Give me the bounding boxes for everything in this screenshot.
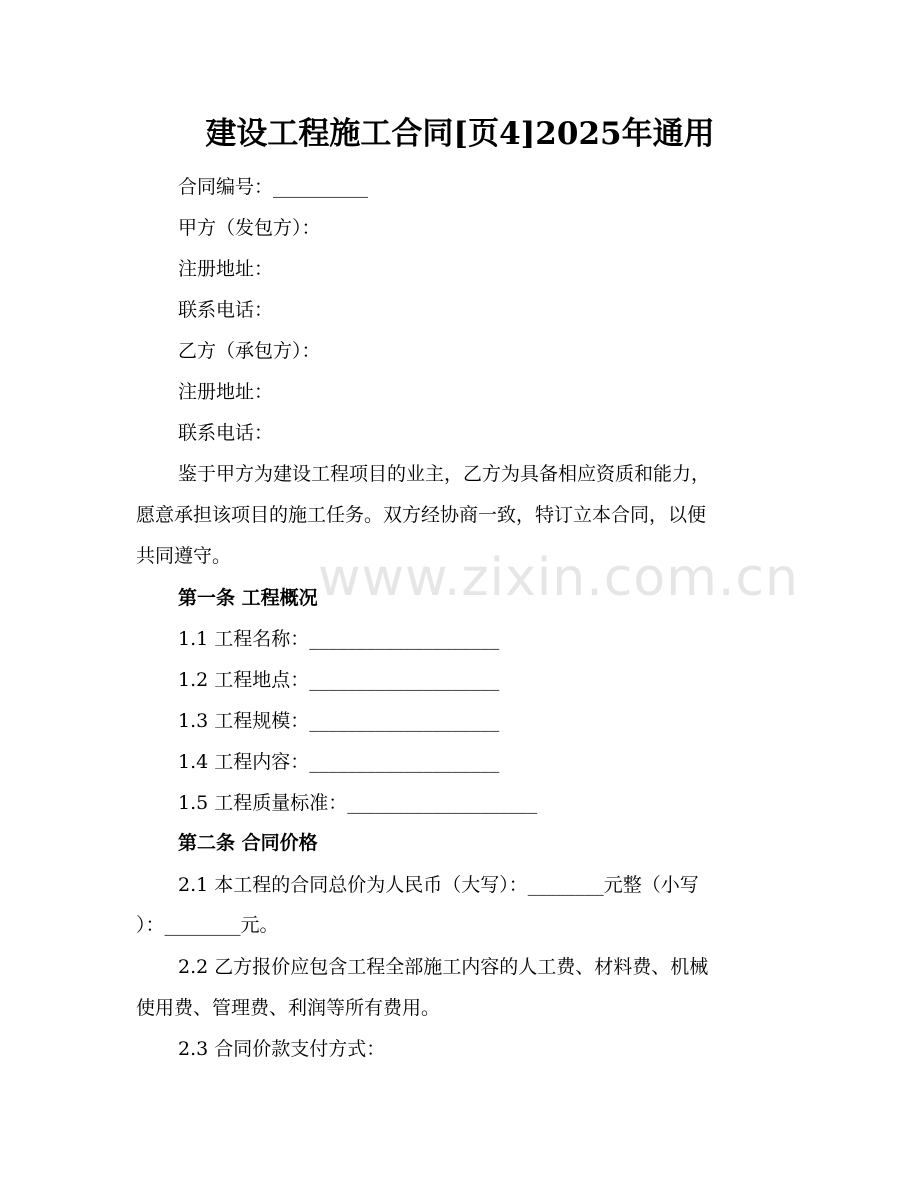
party-a-address-label: 注册地址： <box>178 258 274 280</box>
party-a-phone-label: 联系电话： <box>178 299 274 321</box>
article-1-heading: 第一条 工程概况 <box>178 587 318 609</box>
watermark-text: www.zixin.com.cn <box>318 548 799 608</box>
article-2-clause-1-line-1: 2.1 本工程的合同总价为人民币（大写）：________元整（小写 <box>178 874 699 896</box>
article-1-item-4: 1.4 工程内容：____________________ <box>178 751 500 773</box>
article-2-heading: 第二条 合同价格 <box>178 832 318 854</box>
article-2-clause-1-line-2: ）：________元。 <box>136 914 279 936</box>
preamble-line-1: 鉴于甲方为建设工程项目的业主，乙方为具备相应资质和能力， <box>178 463 711 485</box>
party-b-address-label: 注册地址： <box>178 381 274 403</box>
party-b-label: 乙方（承包方）： <box>178 340 321 362</box>
article-2-clause-2-line-1: 2.2 乙方报价应包含工程全部施工内容的人工费、材料费、机械 <box>178 956 709 978</box>
contract-number-field: 合同编号：__________ <box>178 176 369 198</box>
article-1-item-1: 1.1 工程名称：____________________ <box>178 628 500 650</box>
party-a-label: 甲方（发包方）： <box>178 217 321 239</box>
preamble-line-2: 愿意承担该项目的施工任务。双方经协商一致，特订立本合同，以便 <box>136 504 707 526</box>
document-title: 建设工程施工合同[页4]2025年通用 <box>205 116 715 152</box>
article-2-clause-3-line-1: 2.3 合同价款支付方式： <box>178 1038 386 1060</box>
article-1-item-2: 1.2 工程地点：____________________ <box>178 669 500 691</box>
article-1-item-3: 1.3 工程规模：____________________ <box>178 710 500 732</box>
article-2-clause-2-line-2: 使用费、管理费、利润等所有费用。 <box>136 997 441 1019</box>
preamble-line-3: 共同遵守。 <box>136 545 232 567</box>
party-b-phone-label: 联系电话： <box>178 422 274 444</box>
article-1-item-5: 1.5 工程质量标准：____________________ <box>178 792 538 814</box>
